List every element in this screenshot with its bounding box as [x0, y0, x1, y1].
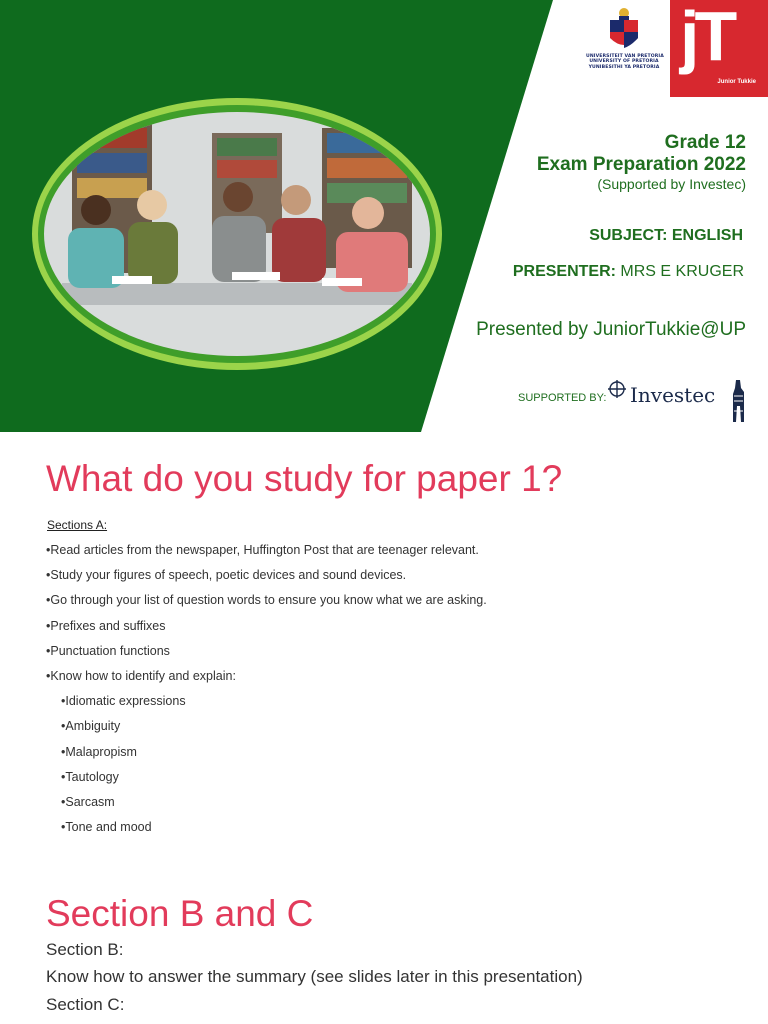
up-logo-line-1: UNIVERSITEIT VAN PRETORIA — [586, 54, 664, 59]
junior-tukkie-logo — [670, 0, 768, 97]
investec-mark-icon — [608, 380, 626, 398]
sub-list-item: •Tone and mood — [61, 820, 152, 835]
sections-a-heading: Sections A: — [47, 518, 108, 532]
sub-list-item: •Malapropism — [61, 744, 137, 759]
supported-by-label: SUPPORTED BY: — [518, 392, 607, 404]
students-photo — [32, 98, 442, 370]
sub-list-item: •Ambiguity — [61, 719, 121, 734]
investec-wordmark: Investec — [630, 383, 716, 407]
list-item: •Punctuation functions — [46, 643, 170, 658]
section1-bullet-list — [46, 542, 746, 844]
zebra-icon — [728, 378, 748, 424]
sub-list-item: •Idiomatic expressions — [61, 694, 186, 709]
section-b-text: Know how to answer the summary (see slides later in this presentation) — [46, 967, 583, 986]
up-logo-line-2: UNIVERSITY OF PRETORIA — [589, 59, 659, 65]
presenter-name: MRS E KRUGER — [620, 263, 744, 280]
presenter-label: PRESENTER: — [512, 263, 616, 280]
sub-list-item: •Sarcasm — [61, 794, 115, 809]
list-item: •Know how to identify and explain: — [46, 668, 236, 683]
crest-icon — [605, 6, 643, 54]
subject-label: SUBJECT: ENGLISH — [589, 227, 743, 244]
grade-title: Grade 12 — [664, 132, 746, 153]
list-item: •Prefixes and suffixes — [46, 618, 166, 633]
sub-list-item: •Tautology — [61, 769, 119, 784]
section2-title: Section B and C — [46, 893, 314, 934]
investec-logo — [606, 378, 748, 424]
list-item: •Read articles from the newspaper, Huffington Post that are teenager relevant. — [46, 543, 479, 557]
list-item: •Study your figures of speech, poetic devices and sound devices. — [46, 568, 407, 583]
section-c-label: Section C: — [46, 995, 125, 1014]
presenter-line — [513, 263, 744, 281]
jt-logo-letters: jT — [680, 0, 733, 75]
university-of-pretoria-logo — [586, 6, 662, 86]
jt-logo-sub: Junior Tukkie — [717, 79, 756, 85]
section1-title: What do you study for paper 1? — [46, 458, 563, 499]
title-slide — [0, 0, 768, 432]
up-logo-line-3: YUNIBESITHI YA PRETORIA — [588, 64, 660, 70]
exam-title: Exam Preparation 2022 — [536, 154, 746, 175]
grade-block — [537, 132, 746, 193]
list-item: •Go through your list of question words to ensure you know what we are asking. — [46, 593, 487, 608]
section-b-label: Section B: — [46, 940, 124, 959]
supported-note: (Supported by Investec) — [597, 176, 746, 192]
presented-by: Presented by JuniorTukkie@UP — [476, 319, 746, 340]
